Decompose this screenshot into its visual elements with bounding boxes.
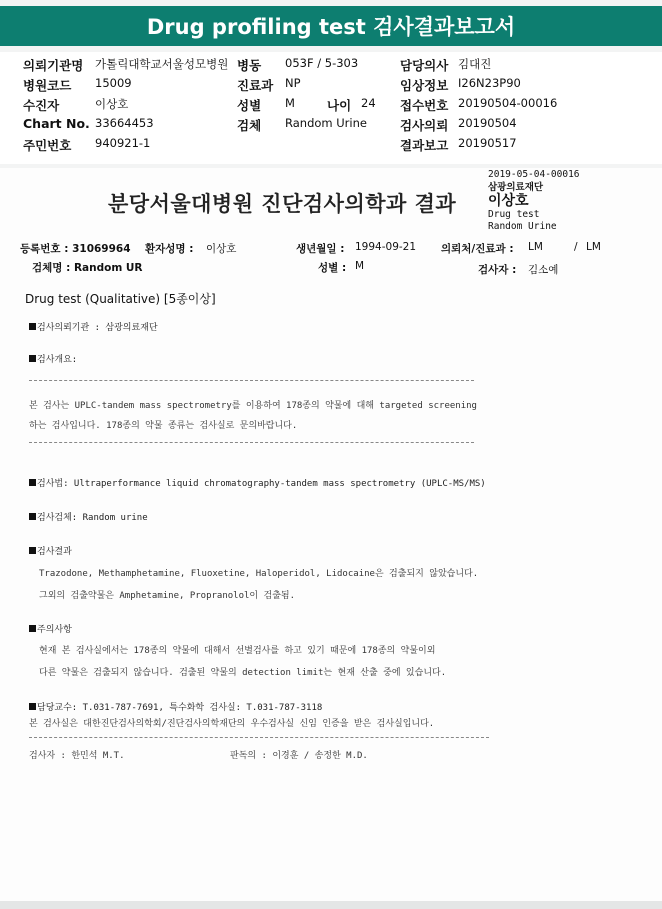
caution-line: 현재 본 검사실에서는 178종의 약물에 대해서 선별검사를 하고 있기 때문에 178종의 약물이외 [39, 646, 436, 656]
method-text: 검사법: Ultraperformance liquid chromatography-tandem mass spectrometry (UPLC-MS/MS) [37, 479, 486, 489]
info-label: 검체 [237, 118, 262, 133]
scanned-result-report [0, 168, 662, 901]
info-row [0, 116, 662, 134]
stamp-patient-name: 이상호 [488, 193, 529, 209]
caution-head [29, 622, 72, 635]
bullet-square-icon [29, 323, 36, 330]
patient-name-label: 환자성명 : [145, 243, 194, 255]
info-label: 병동 [237, 58, 262, 73]
info-row [0, 76, 662, 94]
patient-info-table [0, 52, 662, 164]
info-label: 병원코드 [23, 78, 72, 93]
info-value: 이상호 [95, 97, 129, 111]
result-head [29, 544, 72, 557]
hospital-report-title: 분당서울대병원 진단검사의학과 결과 [108, 192, 457, 216]
info-label: 결과보고 [400, 138, 449, 153]
info-label: 의뢰기관명 [23, 58, 84, 73]
bullet-square-icon [29, 547, 36, 554]
info-label: 담당의사 [400, 58, 449, 73]
tester-value: 김소예 [528, 264, 559, 276]
report-title: Drug profiling test 검사결과보고서 [146, 15, 516, 39]
stamp-test: Drug test [488, 209, 540, 220]
info-value: 940921-1 [95, 136, 151, 150]
footer-reader: 판독의 : 이경훈 / 송정한 M.D. [230, 751, 368, 761]
referrer-label: 의뢰처/진료과 : [441, 243, 514, 255]
info-row [0, 96, 662, 114]
info-label: 진료과 [237, 78, 274, 93]
contact-line [29, 700, 322, 713]
info-value: 20190504 [458, 116, 517, 130]
divider [29, 737, 489, 738]
stamp-specimen: Random Urine [488, 221, 557, 232]
report-title-bar [0, 6, 662, 46]
info-label: 성별 [237, 98, 262, 113]
info-value: 24 [361, 96, 376, 110]
referrer-value: LM [528, 241, 543, 253]
divider [29, 380, 474, 381]
dob-value: 1994-09-21 [355, 241, 417, 253]
specimen-text: 검사검체: Random urine [37, 513, 148, 523]
contact-text: 담당교수: T.031-787-7691, 특수화학 검사실: T.031-787-3118 [37, 703, 323, 713]
stamp-lab: 삼광의료재단 [488, 182, 544, 193]
overview-head-text: 검사개요: [37, 355, 78, 365]
info-label: 임상정보 [400, 78, 449, 93]
test-section-title: Drug test (Qualitative) [5종이상] [25, 292, 216, 306]
sex-value: M [355, 260, 365, 272]
info-label: 접수번호 [400, 98, 449, 113]
bullet-square-icon [29, 703, 36, 710]
info-value: Random Urine [285, 116, 367, 130]
info-label: 주민번호 [23, 138, 72, 153]
info-label: 수진자 [23, 98, 60, 113]
info-row [0, 56, 662, 74]
info-value: 053F / 5-303 [285, 56, 359, 70]
referrer-separator: / [574, 241, 578, 253]
info-value: 33664453 [95, 116, 154, 130]
certification-line: 본 검사실은 대한진단검사의학회/진단검사의학재단의 우수검사실 신임 인증을 받은 검사실입니다. [29, 719, 435, 729]
overview-line: 하는 검사입니다. 178종의 약물 종류는 검사실로 문의바랍니다. [29, 421, 298, 431]
info-value: 가톨릭대학교서울성모병원 [95, 57, 229, 71]
method-line [29, 476, 486, 489]
lab-org-line [29, 320, 158, 333]
specimen-line [29, 510, 148, 523]
patient-name-value: 이상호 [206, 243, 237, 255]
bottom-scroll-area [0, 901, 662, 909]
tester-label: 검사자 : [478, 264, 517, 276]
footer-tester: 검사자 : 한민석 M.T. [29, 751, 125, 761]
specimen-name: 검체명 : Random UR [32, 262, 143, 274]
department-value: LM [586, 241, 601, 253]
sex-label: 성별 : [318, 262, 347, 274]
result-line: 그외의 검출약물은 Amphetamine, Propranolol이 검출됨. [39, 591, 296, 601]
info-row [0, 136, 662, 154]
dob-label: 생년월일 : [296, 243, 345, 255]
info-value: NP [285, 76, 301, 90]
info-value: I26N23P90 [458, 76, 521, 90]
bullet-square-icon [29, 355, 36, 362]
divider [29, 442, 474, 443]
bullet-square-icon [29, 479, 36, 486]
overview-head [29, 352, 77, 365]
caution-head-text: 주의사항 [37, 625, 72, 635]
info-value: M [285, 96, 295, 110]
info-value: 20190517 [458, 136, 517, 150]
info-value: 15009 [95, 76, 132, 90]
registration-number: 등록번호 : 31069964 [20, 243, 131, 255]
lab-org-text: 검사의뢰기관 : 삼광의료재단 [37, 323, 158, 333]
result-line: Trazodone, Methamphetamine, Fluoxetine, Haloperidol, Lidocaine은 검출되지 않았습니다. [39, 569, 479, 579]
info-label: Chart No. [23, 116, 90, 131]
stamp-accession: 2019-05-04-00016 [488, 169, 580, 180]
bullet-square-icon [29, 625, 36, 632]
bullet-square-icon [29, 513, 36, 520]
info-value: 김대진 [458, 57, 492, 71]
info-value: 20190504-00016 [458, 96, 558, 110]
caution-line: 다른 약물은 검출되지 않습니다. 검출된 약물의 detection limit는 현재 산출 중에 있습니다. [39, 668, 447, 678]
result-head-text: 검사결과 [37, 547, 72, 557]
info-label: 나이 [327, 98, 352, 113]
info-label: 검사의뢰 [400, 118, 449, 133]
overview-line: 본 검사는 UPLC-tandem mass spectrometry를 이용하여 178종의 약물에 대해 targeted screening [29, 401, 477, 411]
